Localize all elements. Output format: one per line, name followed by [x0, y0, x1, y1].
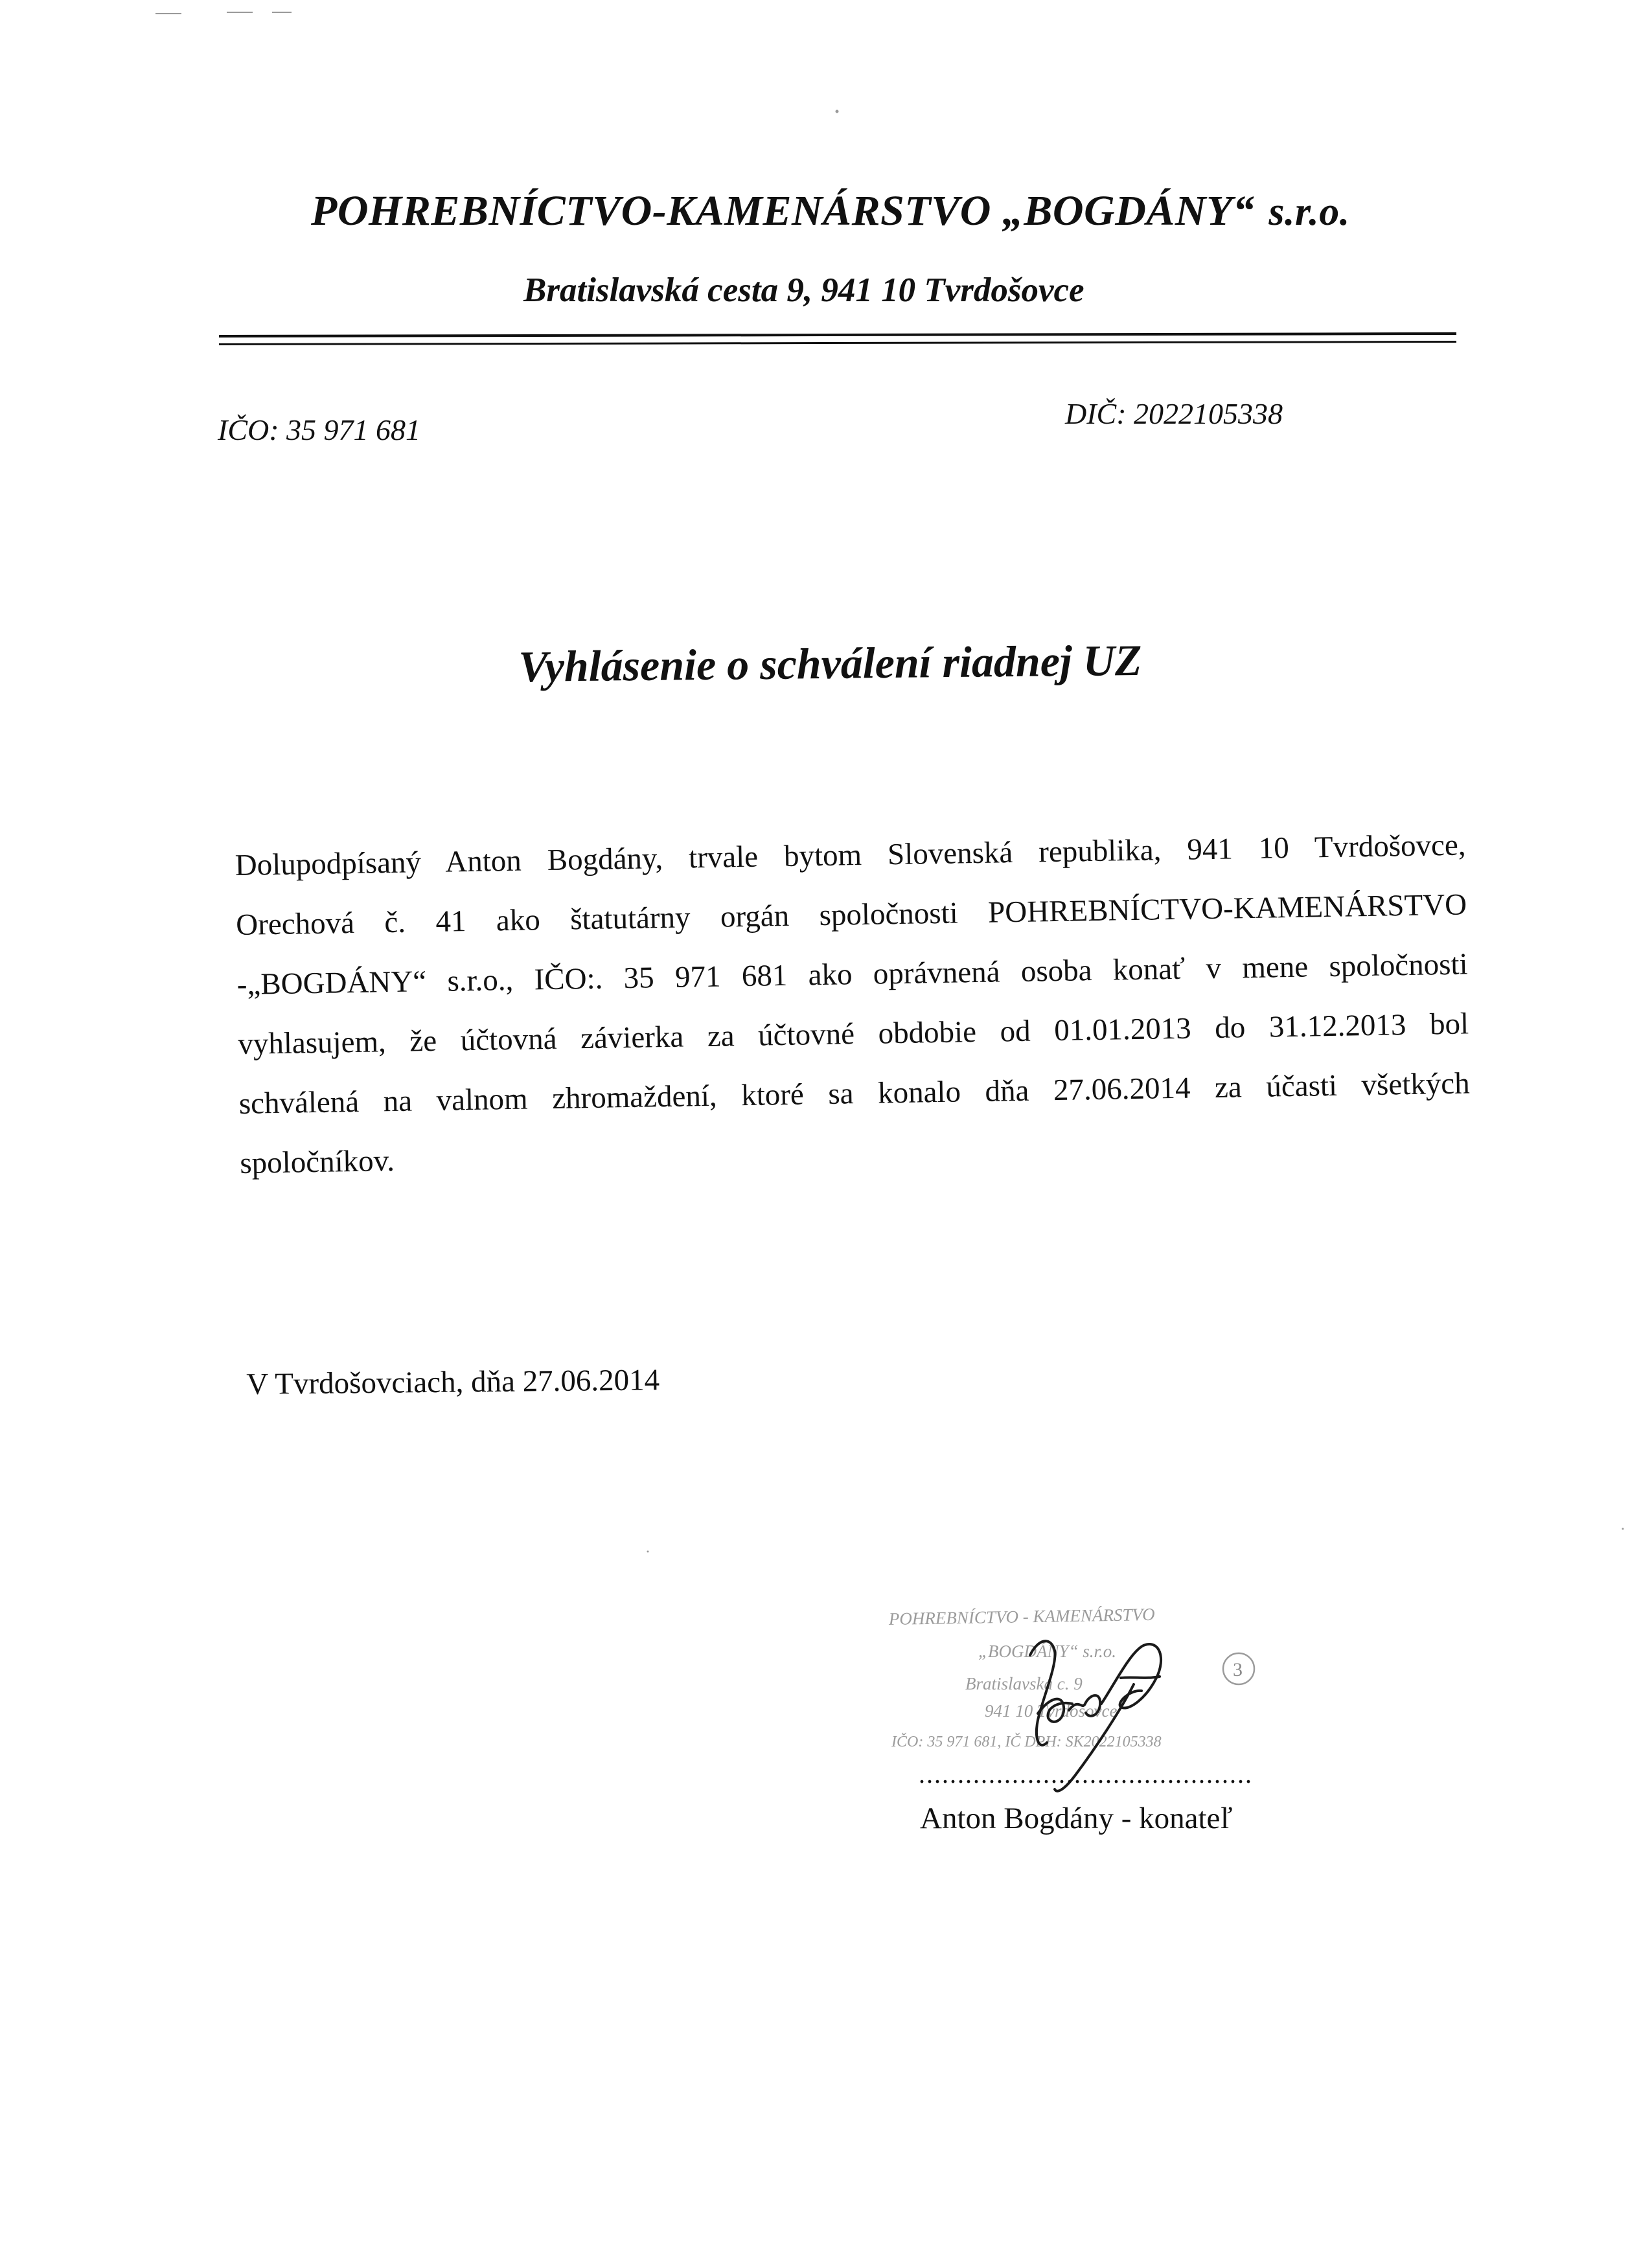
header-divider-top	[219, 332, 1456, 338]
ico-number: IČO: 35 971 681	[218, 413, 421, 446]
company-name	[311, 187, 1350, 236]
declaration-body	[235, 815, 1471, 1193]
svg-text:3: 3	[1233, 1659, 1243, 1680]
signature-line: ...........................................	[919, 1759, 1253, 1789]
body-line: schválená na valnom zhromaždení, ktoré sa konalo dňa 27.06.2014 za účasti všetkých	[238, 1066, 1471, 1121]
body-line: Orechová č. 41 ako štatutárny orgán spoločnosti POHREBNÍCTVO-KAMENÁRSTVO	[235, 888, 1467, 942]
body-line: spoločníkov.	[239, 1143, 395, 1180]
svg-text:Bratislavská c. 9: Bratislavská c. 9	[965, 1674, 1083, 1693]
dic-number: DIČ: 2022105338	[1065, 397, 1283, 430]
company-suffix: s.r.o.	[1268, 190, 1350, 234]
body-line: -„BOGDÁNY“ s.r.o., IČO:. 35 971 681 ako oprávnená osoba konať v mene spoločnosti	[236, 947, 1468, 1002]
svg-text:941 10 Tvrdošovce: 941 10 Tvrdošovce	[985, 1701, 1118, 1721]
document-title: Vyhlásenie o schválení riadnej UZ	[518, 635, 1142, 691]
svg-text:„BOGDÁNY“ s.r.o.: „BOGDÁNY“ s.r.o.	[978, 1642, 1117, 1661]
signer-name: Anton Bogdány - konateľ	[920, 1802, 1233, 1835]
body-line: vyhlasujem, že účtovná závierka za účtovné obdobie od 01.01.2013 do 31.12.2013 bol	[237, 1007, 1469, 1061]
header-divider-bottom	[219, 341, 1456, 345]
company-name-text: POHREBNÍCTVO-KAMENÁRSTVO „BOGDÁNY“	[311, 187, 1255, 235]
svg-text:POHREBNÍCTVO - KAMENÁRSTVO: POHREBNÍCTVO - KAMENÁRSTVO	[888, 1604, 1155, 1629]
body-line: Dolupodpísaný Anton Bogdány, trvale bytom Slovenská republika, 941 10 Tvrdošovce,	[235, 828, 1466, 882]
company-address: Bratislavská cesta 9, 941 10 Tvrdošovce	[523, 271, 1084, 309]
place-and-date: V Tvrdošovciach, dňa 27.06.2014	[246, 1363, 660, 1401]
svg-text:IČO: 35 971 681, IČ DPH: SK202: IČO: 35 971 681, IČ DPH: SK2022105338	[891, 1734, 1162, 1750]
